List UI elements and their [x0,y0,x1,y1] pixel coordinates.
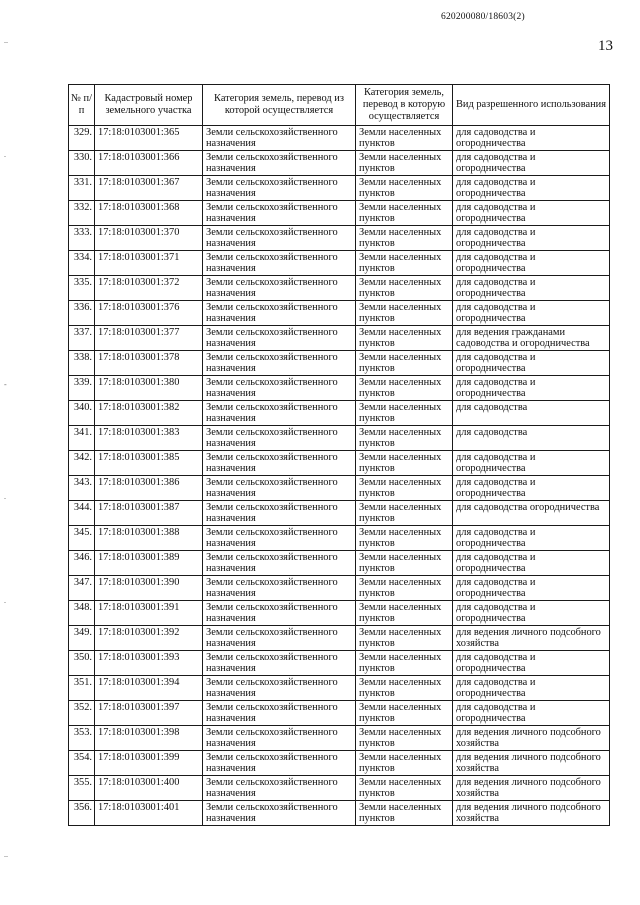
category-from: Земли сельскохозяйственного назначения [203,351,356,376]
category-from: Земли сельскохозяйственного назначения [203,426,356,451]
table-row [69,726,610,751]
cadastral-number: 17:18:0103001:392 [95,626,203,651]
permitted-use: для ведения личного подсобного хозяйства [453,801,610,826]
permitted-use: для садоводства и огородничества [453,376,610,401]
table-row [69,151,610,176]
cadastral-number: 17:18:0103001:376 [95,301,203,326]
permitted-use: для садоводства и огородничества [453,301,610,326]
category-to: Земли населенных пунктов [356,251,453,276]
table-row [69,451,610,476]
category-to: Земли населенных пунктов [356,226,453,251]
table-row [69,351,610,376]
row-number: 343. [69,476,95,501]
permitted-use: для садоводства и огородничества [453,176,610,201]
category-to: Земли населенных пунктов [356,376,453,401]
row-number: 352. [69,701,95,726]
row-number: 347. [69,576,95,601]
permitted-use: для садоводства и огородничества [453,351,610,376]
category-from: Земли сельскохозяйственного назначения [203,401,356,426]
scan-margin-mark: - [4,380,7,389]
table-row [69,376,610,401]
header-number: № п/п [69,85,95,126]
scan-margin-mark: . [4,492,6,501]
cadastral-number: 17:18:0103001:366 [95,151,203,176]
cadastral-number: 17:18:0103001:400 [95,776,203,801]
permitted-use: для садоводства и огородничества [453,151,610,176]
cadastral-number: 17:18:0103001:378 [95,351,203,376]
row-number: 354. [69,751,95,776]
table-row [69,576,610,601]
row-number: 339. [69,376,95,401]
cadastral-number: 17:18:0103001:388 [95,526,203,551]
permitted-use: для садоводства [453,401,610,426]
category-to: Земли населенных пунктов [356,751,453,776]
cadastral-number: 17:18:0103001:390 [95,576,203,601]
category-from: Земли сельскохозяйственного назначения [203,701,356,726]
category-from: Земли сельскохозяйственного назначения [203,801,356,826]
category-to: Земли населенных пунктов [356,326,453,351]
scan-margin-mark: .. [4,36,8,45]
category-to: Земли населенных пунктов [356,476,453,501]
table-row [69,651,610,676]
cadastral-number: 17:18:0103001:385 [95,451,203,476]
cadastral-number: 17:18:0103001:399 [95,751,203,776]
table-row [69,476,610,501]
category-from: Земли сельскохозяйственного назначения [203,726,356,751]
table-row [69,426,610,451]
page-number: 13 [598,38,613,54]
header-category-from: Категория земель, перевод из которой осуществляется [203,85,356,126]
row-number: 344. [69,501,95,526]
category-from: Земли сельскохозяйственного назначения [203,251,356,276]
cadastral-number: 17:18:0103001:397 [95,701,203,726]
table-row [69,626,610,651]
cadastral-number: 17:18:0103001:367 [95,176,203,201]
table-row [69,526,610,551]
row-number: 338. [69,351,95,376]
category-from: Земли сельскохозяйственного назначения [203,501,356,526]
category-to: Земли населенных пунктов [356,801,453,826]
category-to: Земли населенных пунктов [356,426,453,451]
category-from: Земли сельскохозяйственного назначения [203,751,356,776]
table-row [69,501,610,526]
permitted-use: для садоводства [453,426,610,451]
table-row [69,201,610,226]
row-number: 342. [69,451,95,476]
permitted-use: для садоводства и огородничества [453,676,610,701]
row-number: 330. [69,151,95,176]
category-to: Земли населенных пунктов [356,726,453,751]
row-number: 331. [69,176,95,201]
cadastral-number: 17:18:0103001:372 [95,276,203,301]
table-row [69,801,610,826]
category-from: Земли сельскохозяйственного назначения [203,601,356,626]
category-to: Земли населенных пунктов [356,126,453,151]
category-from: Земли сельскохозяйственного назначения [203,451,356,476]
category-to: Земли населенных пунктов [356,701,453,726]
row-number: 350. [69,651,95,676]
header-cadastral-number: Кадастровый номер земельного участка [95,85,203,126]
table-row [69,126,610,151]
cadastral-number: 17:18:0103001:398 [95,726,203,751]
cadastral-number: 17:18:0103001:394 [95,676,203,701]
row-number: 349. [69,626,95,651]
permitted-use: для садоводства и огородничества [453,551,610,576]
category-from: Земли сельскохозяйственного назначения [203,176,356,201]
scan-margin-mark: .. [4,850,8,859]
category-to: Земли населенных пунктов [356,776,453,801]
category-from: Земли сельскохозяйственного назначения [203,151,356,176]
permitted-use: для ведения личного подсобного хозяйства [453,776,610,801]
row-number: 340. [69,401,95,426]
table-row [69,401,610,426]
permitted-use: для ведения личного подсобного хозяйства [453,726,610,751]
cadastral-number: 17:18:0103001:393 [95,651,203,676]
header-permitted-use: Вид разрешенного использования [453,85,610,126]
permitted-use: для садоводства и огородничества [453,601,610,626]
category-from: Земли сельскохозяйственного назначения [203,476,356,501]
table-row [69,226,610,251]
category-from: Земли сельскохозяйственного назначения [203,676,356,701]
row-number: 332. [69,201,95,226]
category-to: Земли населенных пунктов [356,501,453,526]
category-from: Земли сельскохозяйственного назначения [203,626,356,651]
cadastral-number: 17:18:0103001:401 [95,801,203,826]
table-row [69,776,610,801]
row-number: 335. [69,276,95,301]
category-to: Земли населенных пунктов [356,176,453,201]
row-number: 337. [69,326,95,351]
scan-margin-mark: . [4,596,6,605]
row-number: 329. [69,126,95,151]
row-number: 345. [69,526,95,551]
scan-margin-mark: . [4,150,6,159]
row-number: 346. [69,551,95,576]
category-from: Земли сельскохозяйственного назначения [203,326,356,351]
table-header-row [69,85,610,126]
cadastral-number: 17:18:0103001:386 [95,476,203,501]
table-row [69,551,610,576]
category-from: Земли сельскохозяйственного назначения [203,651,356,676]
table-row [69,276,610,301]
land-plots-table [68,84,610,826]
row-number: 348. [69,601,95,626]
category-from: Земли сельскохозяйственного назначения [203,551,356,576]
cadastral-number: 17:18:0103001:382 [95,401,203,426]
category-from: Земли сельскохозяйственного назначения [203,276,356,301]
permitted-use: для садоводства и огородничества [453,476,610,501]
permitted-use: для ведения личного подсобного хозяйства [453,751,610,776]
cadastral-number: 17:18:0103001:387 [95,501,203,526]
permitted-use: для садоводства и огородничества [453,451,610,476]
row-number: 351. [69,676,95,701]
permitted-use: для садоводства и огородничества [453,576,610,601]
document-id: 620200080/18603(2) [441,12,525,22]
row-number: 334. [69,251,95,276]
category-to: Земли населенных пунктов [356,201,453,226]
category-to: Земли населенных пунктов [356,451,453,476]
category-to: Земли населенных пунктов [356,576,453,601]
category-from: Земли сельскохозяйственного назначения [203,776,356,801]
category-to: Земли населенных пунктов [356,551,453,576]
cadastral-number: 17:18:0103001:371 [95,251,203,276]
category-from: Земли сельскохозяйственного назначения [203,526,356,551]
permitted-use: для ведения гражданами садоводства и огородничества [453,326,610,351]
permitted-use: для садоводства и огородничества [453,276,610,301]
permitted-use: для садоводства и огородничества [453,201,610,226]
cadastral-number: 17:18:0103001:391 [95,601,203,626]
permitted-use: для садоводства и огородничества [453,126,610,151]
permitted-use: для садоводства огородничества [453,501,610,526]
header-category-to: Категория земель, перевод в которую осуществляется [356,85,453,126]
cadastral-number: 17:18:0103001:383 [95,426,203,451]
category-from: Земли сельскохозяйственного назначения [203,201,356,226]
category-to: Земли населенных пунктов [356,276,453,301]
cadastral-number: 17:18:0103001:380 [95,376,203,401]
table-row [69,251,610,276]
category-from: Земли сельскохозяйственного назначения [203,126,356,151]
category-from: Земли сельскохозяйственного назначения [203,576,356,601]
category-to: Земли населенных пунктов [356,526,453,551]
category-to: Земли населенных пунктов [356,151,453,176]
table-row [69,676,610,701]
table-row [69,751,610,776]
category-from: Земли сельскохозяйственного назначения [203,301,356,326]
category-from: Земли сельскохозяйственного назначения [203,376,356,401]
table-row [69,301,610,326]
cadastral-number: 17:18:0103001:389 [95,551,203,576]
cadastral-number: 17:18:0103001:365 [95,126,203,151]
category-to: Земли населенных пунктов [356,651,453,676]
cadastral-number: 17:18:0103001:377 [95,326,203,351]
category-from: Земли сельскохозяйственного назначения [203,226,356,251]
row-number: 353. [69,726,95,751]
permitted-use: для садоводства и огородничества [453,701,610,726]
category-to: Земли населенных пунктов [356,601,453,626]
row-number: 356. [69,801,95,826]
category-to: Земли населенных пунктов [356,401,453,426]
table-row [69,326,610,351]
row-number: 333. [69,226,95,251]
table-row [69,601,610,626]
category-to: Земли населенных пунктов [356,676,453,701]
row-number: 336. [69,301,95,326]
permitted-use: для садоводства и огородничества [453,251,610,276]
permitted-use: для ведения личного подсобного хозяйства [453,626,610,651]
permitted-use: для садоводства и огородничества [453,526,610,551]
cadastral-number: 17:18:0103001:370 [95,226,203,251]
table-row [69,176,610,201]
permitted-use: для садоводства и огородничества [453,226,610,251]
table-row [69,701,610,726]
permitted-use: для садоводства и огородничества [453,651,610,676]
category-to: Земли населенных пунктов [356,351,453,376]
cadastral-number: 17:18:0103001:368 [95,201,203,226]
row-number: 355. [69,776,95,801]
category-to: Земли населенных пунктов [356,301,453,326]
row-number: 341. [69,426,95,451]
category-to: Земли населенных пунктов [356,626,453,651]
